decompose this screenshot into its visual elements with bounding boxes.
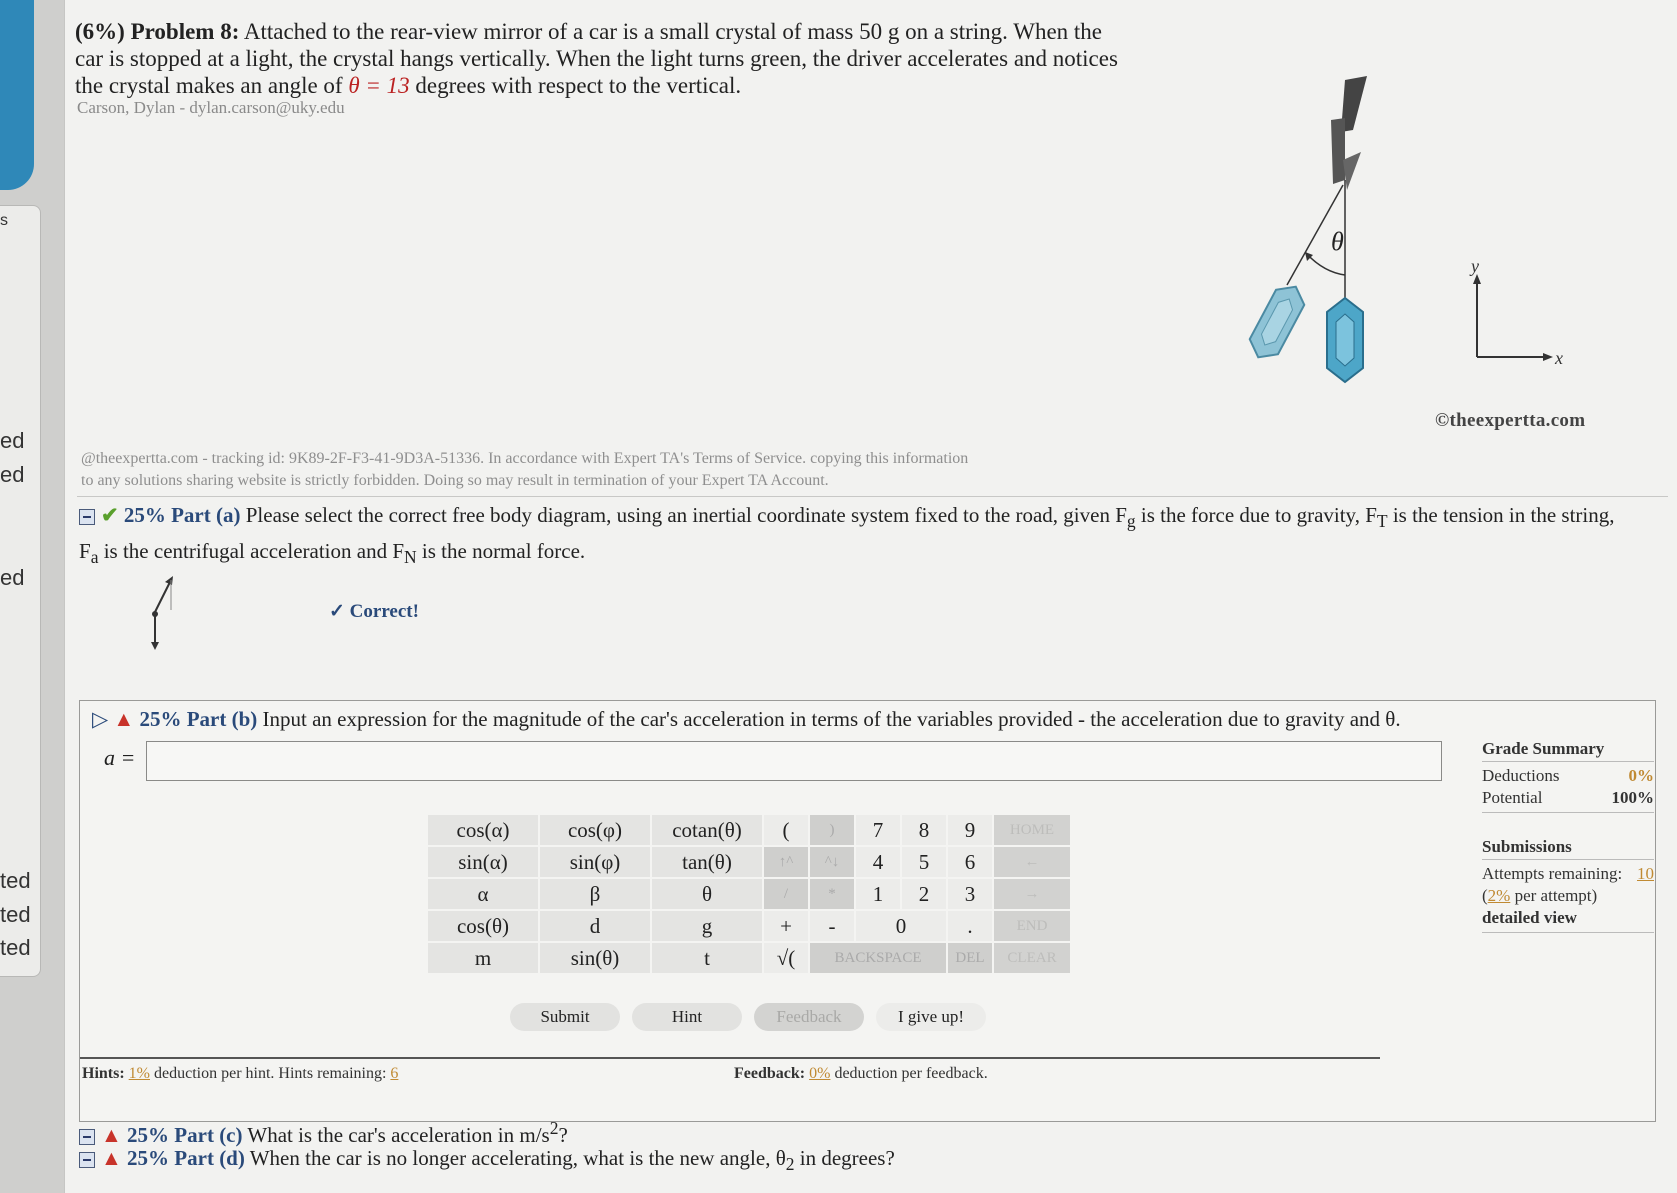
warning-icon: ▲ — [113, 707, 135, 731]
keypad-key[interactable]: 7 — [856, 815, 900, 845]
feedback-button[interactable]: Feedback — [754, 1003, 864, 1031]
backspace-key[interactable]: BACKSPACE — [810, 943, 946, 973]
sidebar-item[interactable]: ed — [0, 462, 25, 487]
crystal-figure — [1245, 60, 1665, 440]
keypad-key[interactable]: g — [652, 911, 762, 941]
keypad-key[interactable]: 3 — [948, 879, 992, 909]
feedback-label: Feedback: — [734, 1065, 806, 1082]
keypad-key[interactable]: sin(φ) — [540, 847, 650, 877]
math-keypad — [426, 813, 1072, 975]
angled-crystal — [1245, 279, 1310, 365]
copyright: ©theexpertta.com — [1435, 410, 1586, 431]
part-a-text: is the force due to gravity, F — [1140, 503, 1377, 527]
keypad-key[interactable]: ) — [810, 815, 854, 845]
y-label: y — [1471, 256, 1479, 276]
subscript: T — [1376, 511, 1388, 532]
keypad-key[interactable]: / — [764, 879, 808, 909]
keypad-key[interactable]: t — [652, 943, 762, 973]
feedback-text: deduction per feedback. — [834, 1065, 988, 1082]
part-a-text: is the — [1392, 503, 1438, 527]
hints-feedback-bar — [80, 1057, 1380, 1117]
give-up-button[interactable]: I give up! — [876, 1003, 986, 1031]
problem-text: the crystal makes an angle of — [75, 73, 343, 98]
tension-arrowhead — [165, 576, 173, 585]
part-a-text: tension in the string, F — [79, 503, 1615, 564]
keypad-key[interactable]: α — [428, 879, 538, 909]
keypad-key[interactable]: + — [764, 911, 808, 941]
theta-value: θ = 13 — [348, 73, 410, 98]
tracking-line: @theexpertta.com - tracking id: 9K89-2F-F3-41-9D3A-51336. In accordance with Expert TA's Terms of Service. copying this information — [81, 450, 969, 467]
answer-input[interactable] — [146, 741, 1442, 781]
keypad-key[interactable]: m — [428, 943, 538, 973]
answer-label: a = — [104, 745, 136, 770]
tracking-line: to any solutions sharing website is strictly forbidden. Doing so may result in termination of your Expert TA Account. — [81, 472, 829, 489]
collapse-icon[interactable] — [79, 509, 95, 525]
part-c-label: 25% Part (c) — [127, 1123, 243, 1147]
correct-message: ✓ Correct! — [329, 601, 419, 622]
detailed-view-link[interactable]: detailed view — [1482, 908, 1577, 927]
keypad-key[interactable]: cos(φ) — [540, 815, 650, 845]
subscript: a — [90, 547, 99, 568]
hint-button[interactable]: Hint — [632, 1003, 742, 1031]
keypad-key[interactable]: 1 — [856, 879, 900, 909]
submit-button[interactable]: Submit — [510, 1003, 620, 1031]
sidebar-logo — [0, 0, 34, 190]
x-label: x — [1555, 348, 1563, 368]
keypad-key[interactable]: . — [948, 911, 992, 941]
sidebar-item[interactable]: ed — [0, 565, 25, 590]
part-d-question[interactable] — [79, 1146, 895, 1175]
sidebar-item[interactable]: ted — [0, 902, 31, 927]
problem-label: Problem 8: — [130, 19, 240, 44]
attempts-value: 10 — [1637, 864, 1654, 883]
theta-label: θ — [1331, 227, 1344, 256]
hints-remaining: 6 — [390, 1065, 399, 1082]
part-b-label: 25% Part (b) — [139, 707, 258, 731]
expand-icon[interactable]: ▷ — [92, 707, 109, 731]
warning-icon: ▲ — [101, 1146, 122, 1170]
free-body-diagram — [145, 570, 215, 660]
deductions-label: Deductions — [1482, 766, 1560, 785]
problem-statement — [75, 18, 1155, 99]
deductions-value: 0% — [1628, 766, 1654, 785]
part-d-text: in degrees? — [799, 1146, 895, 1170]
tension-vector — [155, 580, 171, 612]
keypad-key[interactable]: sin(α) — [428, 847, 538, 877]
grade-title: Grade Summary — [1482, 739, 1605, 758]
divider — [77, 496, 1668, 497]
collapse-icon[interactable] — [79, 1129, 95, 1145]
part-b-panel — [79, 700, 1656, 1122]
part-c-text: ? — [558, 1123, 568, 1147]
keypad-key[interactable]: θ — [652, 879, 762, 909]
sidebar-item[interactable]: ted — [0, 868, 31, 893]
left-key[interactable]: ← — [994, 847, 1070, 877]
mirror — [1331, 118, 1345, 184]
part-c-question[interactable] — [79, 1118, 568, 1148]
superscript: 2 — [549, 1118, 559, 1138]
keypad-key[interactable]: 4 — [856, 847, 900, 877]
potential-label: Potential — [1482, 788, 1543, 807]
problem-text: car is stopped at a light, the crystal hangs vertically. When the light turns green, the driver accelerates and notices — [75, 46, 1118, 71]
vertical-crystal — [1327, 298, 1363, 382]
part-b-text: Input an expression for the magnitude of the car's acceleration in terms of the variables provided - the acceleration due to gravity and θ. — [262, 707, 1401, 731]
problem-weight: (6%) — [75, 19, 125, 44]
part-b-question — [92, 707, 1401, 732]
per-attempt-text: per attempt) — [1514, 886, 1598, 905]
keypad-key[interactable]: cotan(θ) — [652, 815, 762, 845]
feedback-pct: 0% — [809, 1065, 831, 1082]
author-line: Carson, Dylan - dylan.carson@uky.edu — [77, 98, 345, 117]
part-a-question — [79, 500, 1639, 572]
problem-text: Attached to the rear-view mirror of a car is a small crystal of mass 50 g on a string. When the — [243, 19, 1103, 44]
x-arrowhead — [1543, 353, 1553, 361]
part-d-label: 25% Part (d) — [127, 1146, 245, 1170]
hints-pct: 1% — [128, 1065, 150, 1082]
part-a-label: 25% Part (a) — [123, 503, 241, 527]
sidebar-item[interactable]: ed — [0, 428, 25, 453]
problem-card — [64, 0, 1677, 1193]
keypad-key[interactable]: 5 — [902, 847, 946, 877]
subscript: g — [1126, 511, 1136, 532]
keypad-key[interactable]: 0 — [856, 911, 946, 941]
sidebar-item[interactable]: s — [0, 212, 8, 229]
keypad-key[interactable]: 6 — [948, 847, 992, 877]
keypad-key[interactable]: β — [540, 879, 650, 909]
attempts-label: Attempts remaining: — [1482, 864, 1623, 883]
keypad-key[interactable]: cos(θ) — [428, 911, 538, 941]
clear-key[interactable]: CLEAR — [994, 943, 1070, 973]
part-a-text: is the normal force. — [421, 539, 586, 564]
problem-text: degrees with respect to the vertical. — [415, 73, 742, 98]
keypad-key[interactable]: - — [810, 911, 854, 941]
subscript: N — [404, 547, 417, 568]
part-a-text: is the centrifugal acceleration and F — [103, 539, 405, 564]
keypad-key[interactable]: cos(α) — [428, 815, 538, 845]
keypad-key[interactable]: 2 — [902, 879, 946, 909]
per-attempt-pct: 2% — [1487, 886, 1511, 905]
check-icon: ✔ — [101, 503, 119, 527]
warning-icon: ▲ — [101, 1123, 122, 1147]
feedback-info — [734, 1065, 988, 1083]
sidebar — [0, 0, 64, 1193]
keypad-key[interactable]: ( — [764, 815, 808, 845]
hints-label: Hints: — [82, 1065, 125, 1082]
hints-info — [82, 1065, 398, 1083]
part-c-text: What is the car's acceleration in m/s — [247, 1123, 550, 1147]
keypad-key[interactable]: 8 — [902, 815, 946, 845]
sidebar-panel — [0, 205, 41, 977]
hints-text: deduction per hint. Hints remaining: — [154, 1065, 387, 1082]
grade-summary: Grade Summary Deductions 0% Potential 100% Submissions Attempts remaining: 10 (2% per attempt) detailed view — [1482, 739, 1654, 935]
keypad-key[interactable]: d — [540, 911, 650, 941]
keypad-key[interactable]: ^↓ — [810, 847, 854, 877]
keypad-key[interactable]: * — [810, 879, 854, 909]
right-key[interactable]: → — [994, 879, 1070, 909]
tracking-notice — [81, 448, 1141, 492]
part-d-text: When the car is no longer accelerating, what is the new angle, θ — [249, 1146, 786, 1170]
keypad-key[interactable]: sin(θ) — [540, 943, 650, 973]
keypad-key[interactable]: tan(θ) — [652, 847, 762, 877]
collapse-icon[interactable] — [79, 1152, 95, 1168]
subscript: 2 — [785, 1154, 795, 1175]
keypad-key[interactable]: √( — [764, 943, 808, 973]
del-key[interactable]: DEL — [948, 943, 992, 973]
end-key[interactable]: END — [994, 911, 1070, 941]
home-key[interactable]: HOME — [994, 815, 1070, 845]
keypad-key[interactable]: 9 — [948, 815, 992, 845]
submissions-title: Submissions — [1482, 837, 1572, 856]
potential-value: 100% — [1611, 788, 1654, 807]
part-a-text: Please select the correct free body diagram, using an inertial coordinate system fixed to the road, given F — [245, 503, 1127, 527]
sidebar-item[interactable]: ted — [0, 935, 31, 960]
keypad-key[interactable]: ↑^ — [764, 847, 808, 877]
gravity-arrowhead — [151, 642, 159, 650]
